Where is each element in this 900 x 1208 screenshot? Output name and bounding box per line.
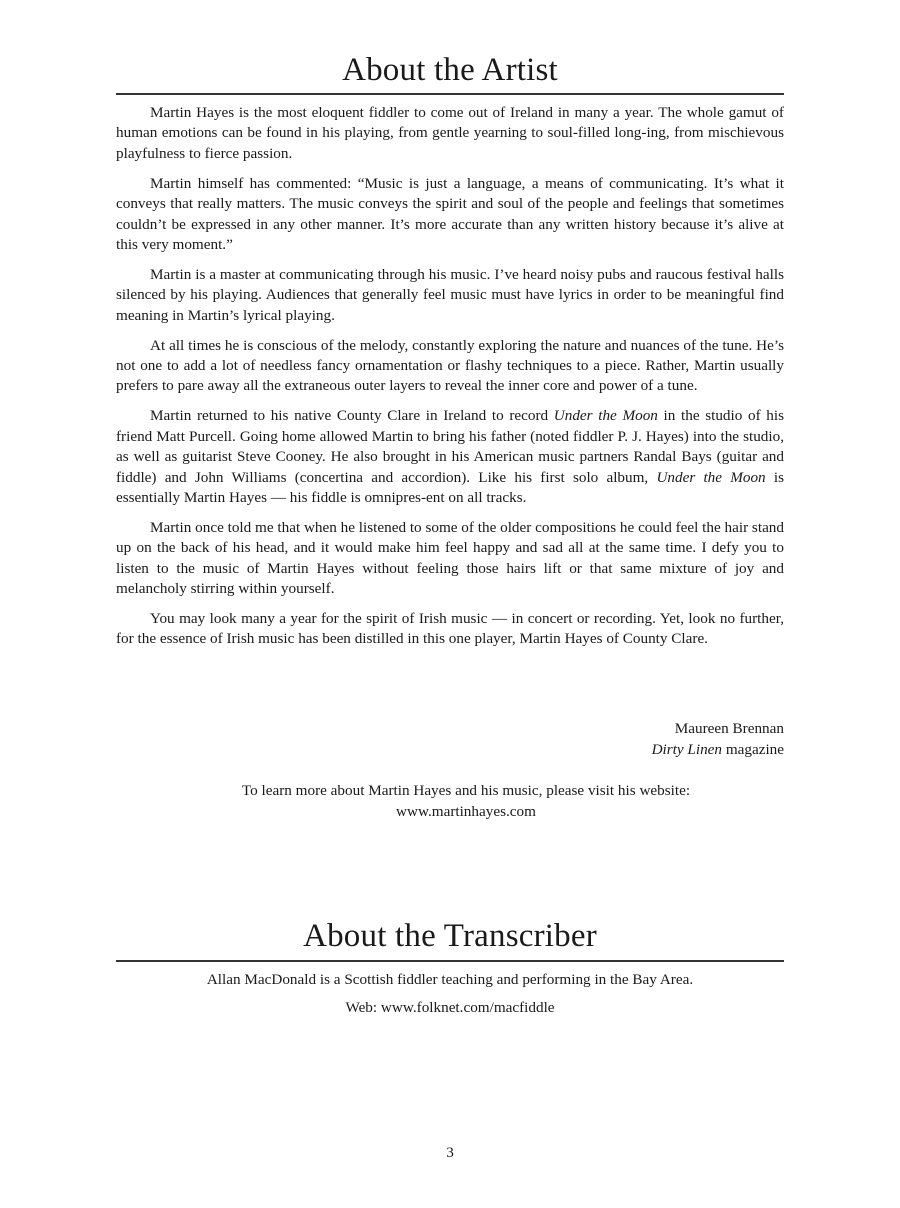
signature-block [652,718,784,760]
about-artist-title: About the Artist [342,52,558,88]
transcriber-bio: Allan MacDonald is a Scottish fiddler teaching and performing in the Bay Area. [206,971,694,988]
website-link[interactable]: www.martinhayes.com [396,803,536,820]
bio-paragraph [116,406,784,508]
website-note [116,780,816,822]
document-page [116,0,784,1208]
transcriber-info [116,970,784,1026]
bio-paragraph: Martin Hayes is the most eloquent fiddler to come out of Ireland in many a year. The whole gamut of human emotions can be found in his playing, from gentle yearning to soul-filled long-ing, from mischievous playfulness to fierce passion. [116,104,784,162]
bio-paragraph: Martin himself has commented: “Music is just a language, a means of communicating. It’s what it conveys that really matters. The music conveys the spirit and soul of the people and feelings that sometimes couldn’t be expressed in any other manner. It’s more accurate than any written history because it’s alive at this very moment.” [116,174,784,253]
title-divider [116,93,784,95]
signature-author: Maureen Brennan [674,720,784,737]
about-transcriber-title: About the Transcriber [303,918,597,954]
bio-text: in the studio of his friend Matt Purcell. Going home allowed Martin to bring his father (noted fiddler P. J. Hayes) into the studio, as well as guitarist Steve Cooney. He also brought in his American music partners Randal Bays (guitar and fiddle) and John Williams (concertina and accordion). Like his first solo album, [116,407,785,486]
bio-paragraph: Martin once told me that when he listened to some of the older compositions he could feel the hair stand up on the back of his head, and it would make him feel happy and sad all at the same time. I defy you to listen to the music of Martin Hayes without feeling those hairs lift or that same mixture of joy and melancholy stirring within yourself. [116,518,784,598]
bio-paragraph: Martin is a master at communicating through his music. I’ve heard noisy pubs and raucous festival halls silenced by his playing. Audiences that generally feel music must have lyrics in order to be meaningful find meaning in Martin’s lyrical playing. [116,265,784,324]
publication-suffix: magazine [722,741,784,758]
title-divider [116,960,784,962]
website-note-text: To learn more about Martin Hayes and his music, please visit his website: [241,782,691,799]
album-title: Under the Moon [553,407,658,425]
artist-bio-body [116,103,784,659]
bio-text: is essentially Martin Hayes — his fiddle is omnipres-ent on all tracks. [116,468,784,506]
bio-paragraph: You may look many a year for the spirit of Irish music — in concert or recording. Yet, look no further, for the essence of Irish music has been distilled in this one player, Martin Hayes of County Clare. [116,609,784,648]
signature-publication-line [652,739,784,760]
page-number: 3 [446,1144,454,1161]
album-title: Under the Moon [656,468,766,486]
bio-paragraph: At all times he is conscious of the melody, constantly exploring the nature and nuances of the tune. He’s not one to add a lot of needless fancy ornamentation or flashy techniques to a piece. Rather, Martin usually prefers to pare away all the extraneous outer layers to reveal the inner core and power of a tune. [116,336,784,395]
bio-text: Martin returned to his native County Clare in Ireland to record [150,407,554,425]
transcriber-web-link[interactable]: Web: www.folknet.com/macfiddle [345,999,555,1016]
publication-name: Dirty Linen [651,741,723,758]
